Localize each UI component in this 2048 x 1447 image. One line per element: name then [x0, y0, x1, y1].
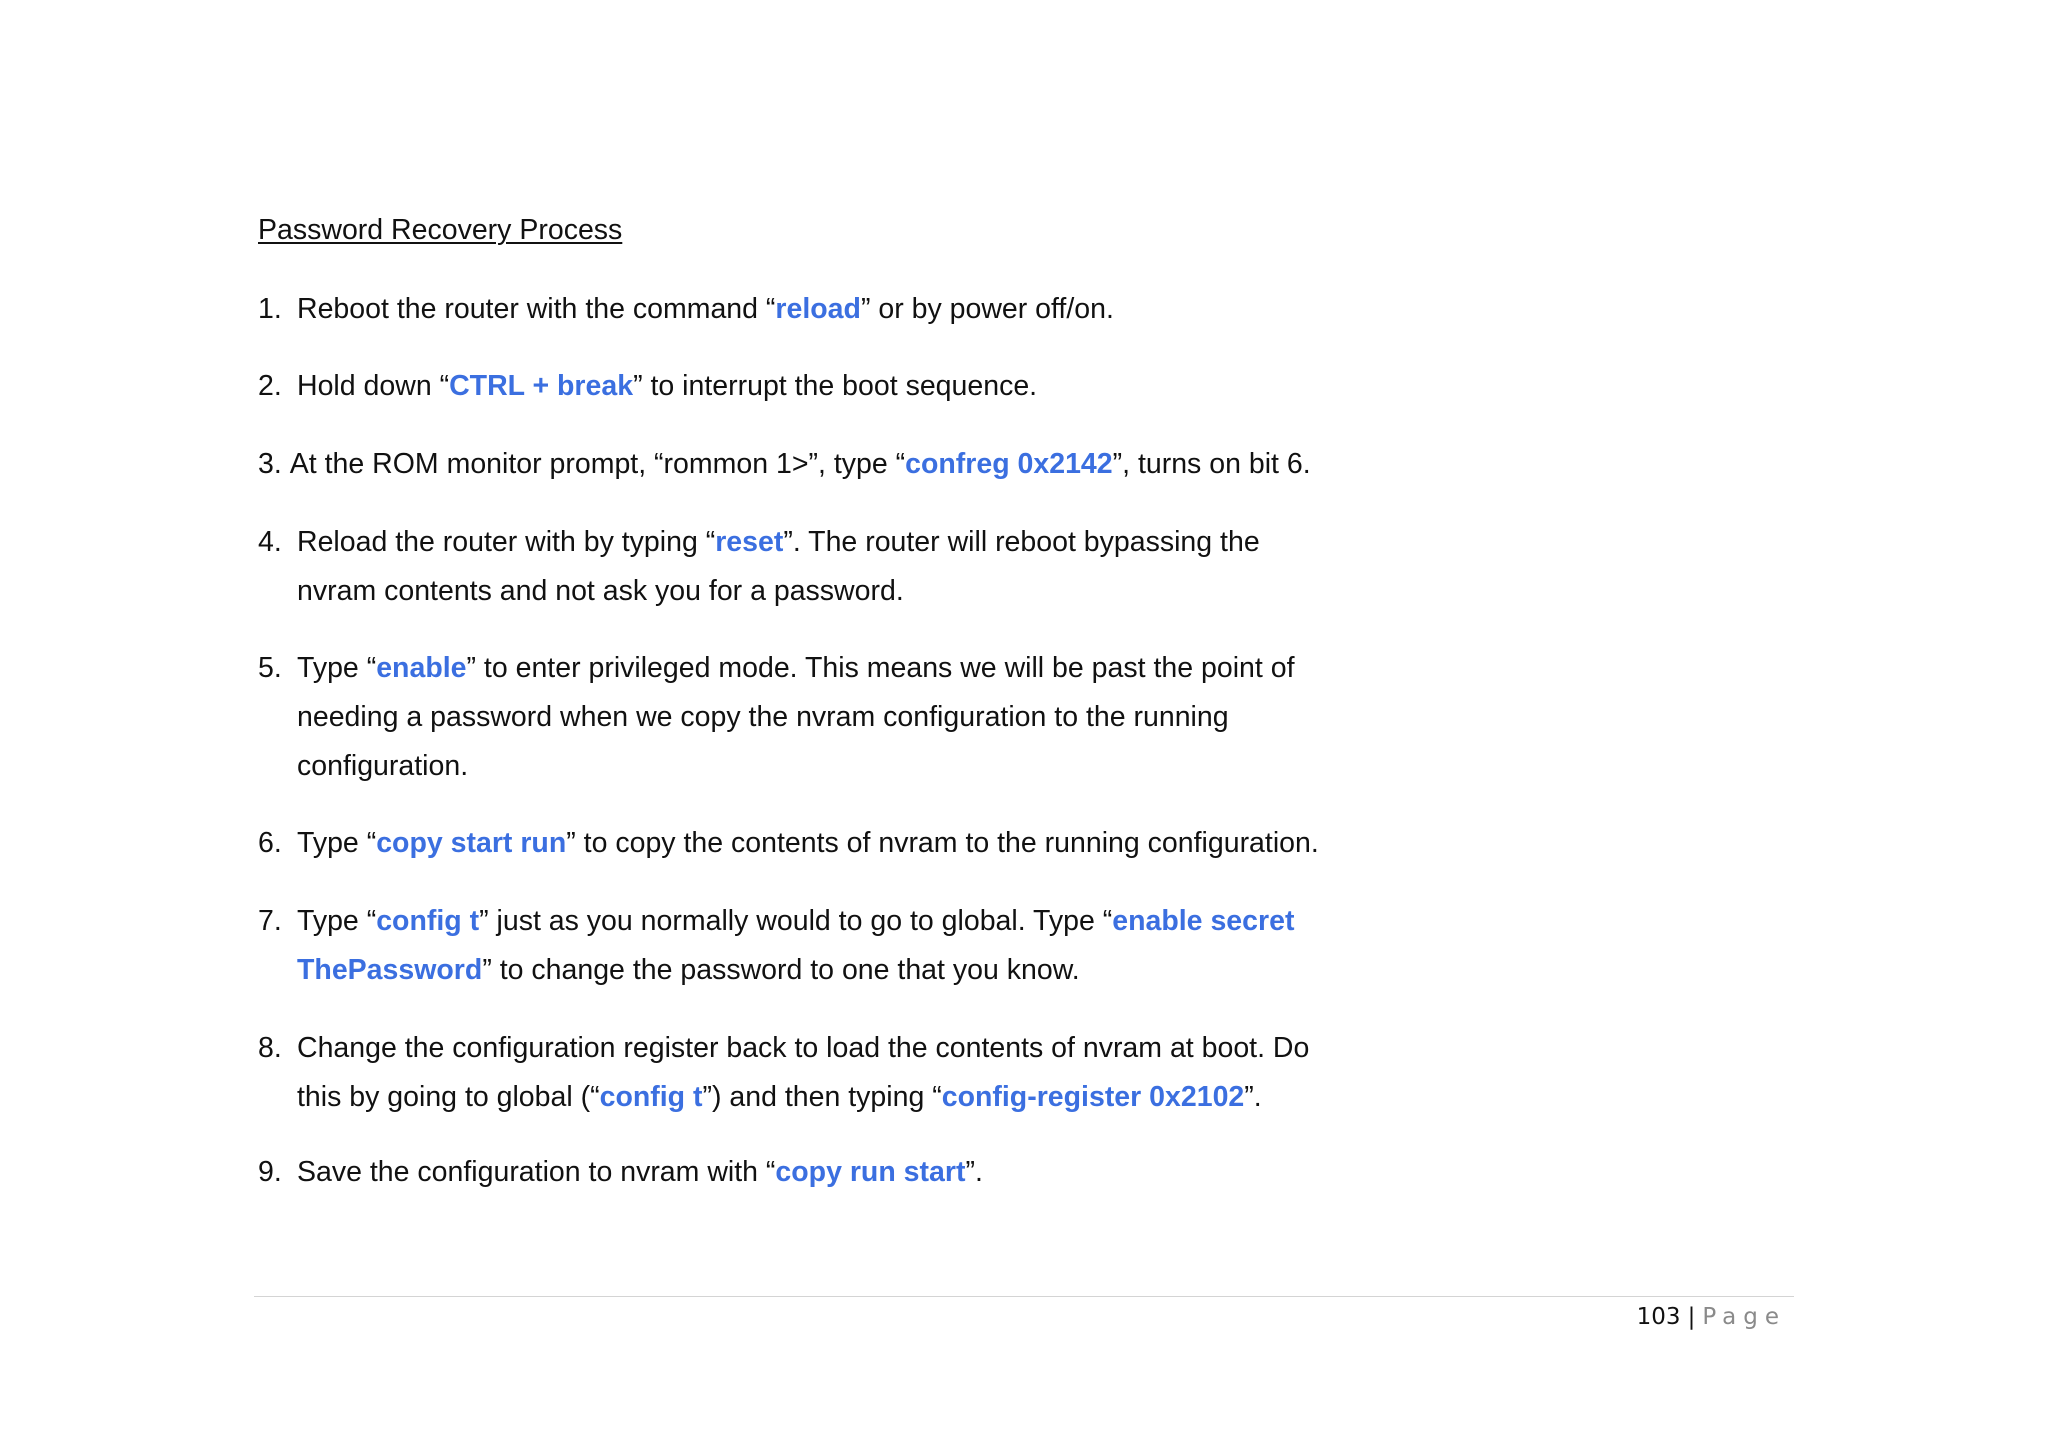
step-text: Reboot the router with the command “	[297, 293, 776, 325]
step-text: ”. The router will reboot bypassing the	[783, 526, 1260, 558]
step-text: ” to change the password to one that you know.	[482, 954, 1080, 986]
step-number: 6.	[258, 827, 282, 859]
step-7	[258, 897, 1294, 995]
step-text: ”) and then typing “	[702, 1081, 942, 1113]
page-number: 103	[1636, 1304, 1681, 1330]
step-6	[258, 819, 1319, 868]
step-number: 8.	[258, 1032, 282, 1064]
step-text: Change the configuration register back to load the contents of nvram at boot. Do	[297, 1032, 1310, 1064]
step-text-continuation: configuration.	[297, 750, 469, 782]
step-text: At the ROM monitor prompt, “rommon 1>”, type “	[289, 448, 906, 480]
step-1	[258, 285, 1114, 334]
step-text: Hold down “	[297, 370, 450, 402]
page-label: Page	[1702, 1304, 1786, 1330]
step-text: this by going to global (“	[297, 1081, 600, 1113]
command-text: reload	[775, 293, 861, 325]
step-text-continuation: nvram contents and not ask you for a password.	[297, 575, 904, 607]
step-5	[258, 644, 1295, 791]
step-number: 5.	[258, 652, 282, 684]
step-text: ”, turns on bit 6.	[1112, 448, 1311, 480]
step-text: Type “	[297, 652, 377, 684]
footer-separator: |	[1687, 1304, 1696, 1330]
step-text: ”.	[965, 1156, 983, 1188]
command-text: copy start run	[376, 827, 567, 859]
step-text: Type “	[297, 905, 377, 937]
command-text: CTRL + break	[449, 370, 634, 402]
step-number: 4.	[258, 526, 282, 558]
command-text: enable secret	[1112, 905, 1295, 937]
footer-divider	[254, 1296, 1794, 1297]
command-text: reset	[715, 526, 784, 558]
step-2	[258, 362, 1037, 411]
step-text: Type “	[297, 827, 377, 859]
step-text: ” or by power off/on.	[860, 293, 1114, 325]
command-text: config t	[599, 1081, 703, 1113]
step-text: ” to enter privileged mode. This means we will be past the point of	[466, 652, 1295, 684]
step-text: ”.	[1244, 1081, 1262, 1113]
step-text-continuation	[258, 946, 1294, 995]
step-text: Save the configuration to nvram with “	[297, 1156, 776, 1188]
page-footer	[1637, 1302, 1786, 1332]
step-number: 3.	[258, 448, 282, 480]
command-text: copy run start	[775, 1156, 966, 1188]
command-text: config t	[376, 905, 480, 937]
step-9	[258, 1148, 983, 1197]
step-number: 7.	[258, 905, 282, 937]
step-text: ” to copy the contents of nvram to the running configuration.	[566, 827, 1319, 859]
step-text-continuation	[258, 1073, 1309, 1122]
step-number: 1.	[258, 293, 282, 325]
section-heading: Password Recovery Process	[258, 214, 623, 246]
step-number: 2.	[258, 370, 282, 402]
step-number: 9.	[258, 1156, 282, 1188]
command-text: enable	[376, 652, 467, 684]
step-4	[258, 518, 1260, 616]
step-text: ” just as you normally would to go to global. Type “	[479, 905, 1113, 937]
step-text: ” to interrupt the boot sequence.	[633, 370, 1038, 402]
command-text: config-register 0x2102	[941, 1081, 1245, 1113]
step-text: Reload the router with by typing “	[297, 526, 716, 558]
command-text: confreg 0x2142	[905, 448, 1113, 480]
step-8	[258, 1024, 1309, 1122]
step-text-continuation: needing a password when we copy the nvram configuration to the running	[297, 701, 1229, 733]
step-3	[258, 440, 1311, 489]
command-text: ThePassword	[297, 954, 483, 986]
